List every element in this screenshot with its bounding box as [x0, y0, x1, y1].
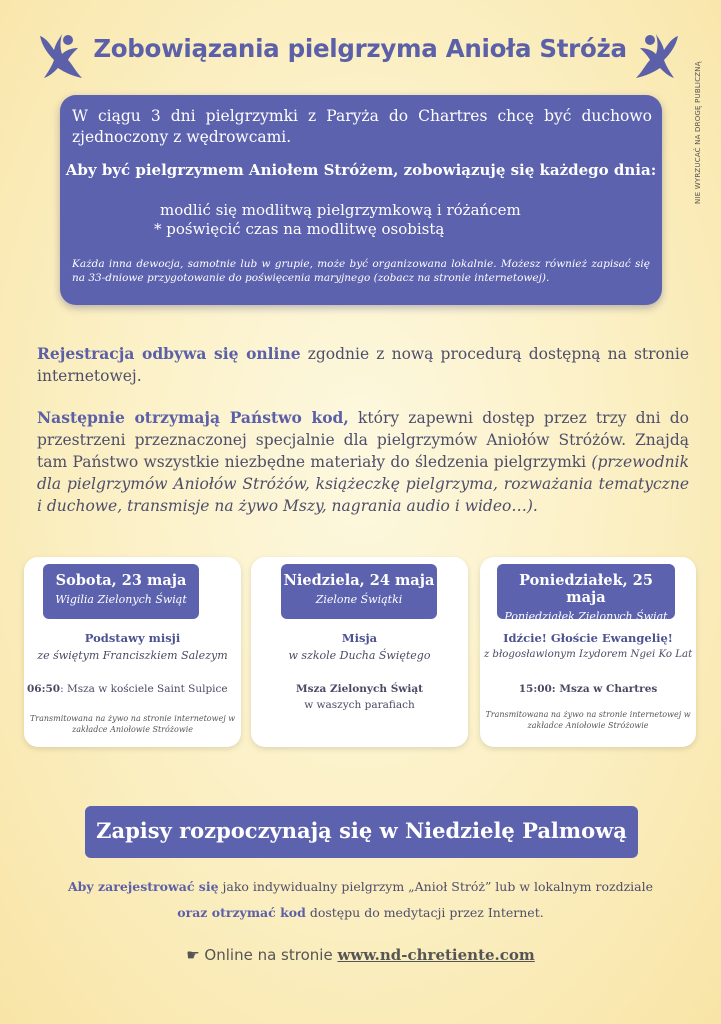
day-event	[24, 683, 241, 695]
day-card-sunday	[251, 557, 468, 747]
body-text: jako indywidualny pielgrzym „Anioł Stróż” lub w lokalnym rozdziale	[218, 879, 654, 894]
day-theme: Idźcie! Głoście Ewangelię!	[503, 631, 673, 645]
day-title: Sobota, 23 maja	[55, 572, 187, 589]
day-card-monday	[480, 557, 696, 747]
body-text: zgodnie z nową procedurą dostępną na stronie internetowej.	[37, 345, 690, 385]
day-subtitle: Zielone Świątki	[315, 593, 403, 606]
day-stream-note: Transmitowana na żywo na stronie internetowej w zakładce Aniołowie Stróżowie	[485, 710, 691, 730]
day-theme: Misja	[341, 631, 378, 645]
emphasis-text: Rejestracja odbywa się online	[37, 344, 301, 363]
angel-icon	[36, 28, 88, 80]
day-card-header	[497, 564, 675, 623]
commitment-intro: W ciągu 3 dni pielgrzymki z Paryża do Chartres chcę być duchowo zjednoczony z wędrowcami.	[72, 107, 652, 146]
commitment-note: Każda inna dewocja, samotnie lub w grupie, może być organizowana lokalnie. Możesz również zapisać się na 33-dniowe przygotowanie do poświęcenia maryjnego (zobacz na stronie internetowej).	[72, 258, 650, 284]
registration-paragraph	[37, 343, 689, 387]
commitment-item: modlić się modlitwą pielgrzymkową i różańcem	[160, 201, 521, 219]
website-link[interactable]: www.nd-chretiente.com	[337, 946, 535, 964]
day-theme-sub: ze świętym Franciszkiem Salezym	[37, 649, 228, 662]
side-note: NIE WYRZUCAĆ NA DROGĘ PUBLICZNĄ	[694, 61, 702, 204]
body-text: dostępu do medytacji przez Internet.	[305, 905, 544, 920]
body-text: który zapewni dostęp przez trzy dni do przestrzeni przeznaczonej specjalnie dla pielgrzymów Aniołów Stróżów. Znajdą tam Państwo wszystkie niezbędne materiały do śledzenia pielgrzymki	[37, 409, 689, 471]
day-theme: Podstawy misji	[84, 631, 181, 645]
day-card-header	[281, 564, 437, 619]
day-stream-note: Transmitowana na żywo na stronie internetowej w zakładce Aniołowie Stróżowie	[29, 714, 236, 734]
emphasis-text: Aby zarejestrować się	[67, 879, 219, 894]
signup-banner: Zapisy rozpoczynają się w Niedzielę Palmową	[85, 806, 638, 858]
event-text: : Msza w kościele Saint Sulpice	[60, 683, 228, 695]
materials-list: (przewodnik dla pielgrzymów Aniołów Stróżów, książeczkę pielgrzyma, rozważania tematyczne i duchowe, transmisje na żywo Mszy, nagrania audio i wideo…).	[37, 453, 689, 515]
registration-line	[0, 905, 721, 920]
day-subtitle: Poniedziałek Zielonych Świąt	[504, 610, 668, 623]
day-theme-sub: z błogosławionym Izydorem Ngei Ko Lat	[483, 649, 693, 660]
emphasis-text: oraz otrzymać kod	[177, 905, 306, 920]
day-title: Poniedziałek, 25 maja	[519, 572, 653, 606]
day-subtitle: Wigilia Zielonych Świąt	[55, 593, 187, 606]
day-event: Msza Zielonych Świąt	[296, 683, 423, 695]
day-card-header	[43, 564, 199, 619]
header	[0, 22, 721, 86]
online-label: ☛ Online na stronie	[186, 946, 338, 964]
page-title: Zobowiązania pielgrzyma Anioła Stróża	[93, 34, 627, 63]
commitment-box	[60, 95, 662, 305]
online-line	[0, 946, 721, 964]
day-card-saturday	[24, 557, 241, 747]
day-event: 15:00: Msza w Chartres	[518, 683, 658, 695]
event-time: 06:50	[27, 683, 61, 695]
day-event-sub: w waszych parafiach	[304, 699, 415, 711]
day-theme-sub: w szkole Ducha Świętego	[288, 649, 431, 662]
angel-icon	[630, 28, 682, 80]
code-paragraph	[37, 407, 689, 517]
registration-line	[0, 879, 721, 894]
day-title: Niedziela, 24 maja	[283, 572, 435, 589]
emphasis-text: Następnie otrzymają Państwo kod,	[37, 408, 349, 427]
commitment-item: * poświęcić czas na modlitwę osobistą	[154, 220, 445, 238]
commitment-heading: Aby być pielgrzymem Aniołem Stróżem, zobowiązuję się każdego dnia:	[65, 161, 657, 179]
